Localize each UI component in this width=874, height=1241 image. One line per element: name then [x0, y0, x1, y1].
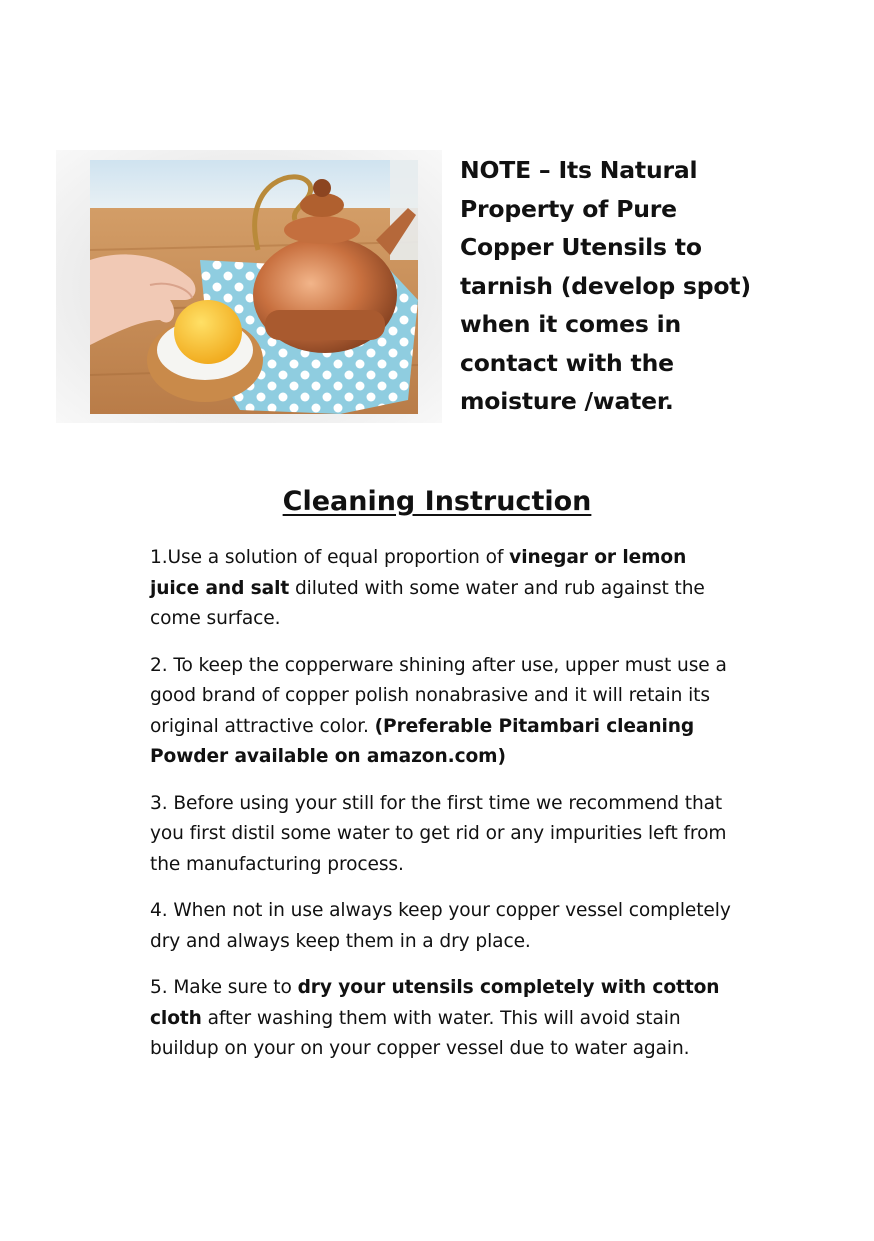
- instruction-list: [150, 543, 740, 1081]
- instruction-step: 2. To keep the copperware shining after use, upper must use a good brand of copper polish nonabrasive and it will retain its original attractive color. (Preferable Pitambari cleaning Powder available on amazon.com): [150, 654, 727, 767]
- photo-frame: [56, 150, 442, 423]
- instruction-step: 1.Use a solution of equal proportion of vinegar or lemon juice and salt diluted with some water and rub against the come surface.: [150, 547, 705, 629]
- section-heading: Cleaning Instruction: [282, 486, 592, 517]
- note-text: NOTE – Its Natural Property of Pure Copper Utensils to tarnish (develop spot) when it comes in contact with the moisture /water.: [460, 156, 751, 415]
- instruction-step: 3. Before using your still for the first time we recommend that you first distil some water to get rid or any impurities left from the manufacturing process.: [150, 792, 727, 875]
- kettle-lemon-photo: [90, 160, 418, 414]
- instruction-step: 4. When not in use always keep your copper vessel completely dry and always keep them in a dry place.: [150, 900, 731, 952]
- instruction-step: 5. Make sure to dry your utensils completely with cotton cloth after washing them with water. This will avoid stain buildup on your on your copper vessel due to water again.: [150, 977, 720, 1059]
